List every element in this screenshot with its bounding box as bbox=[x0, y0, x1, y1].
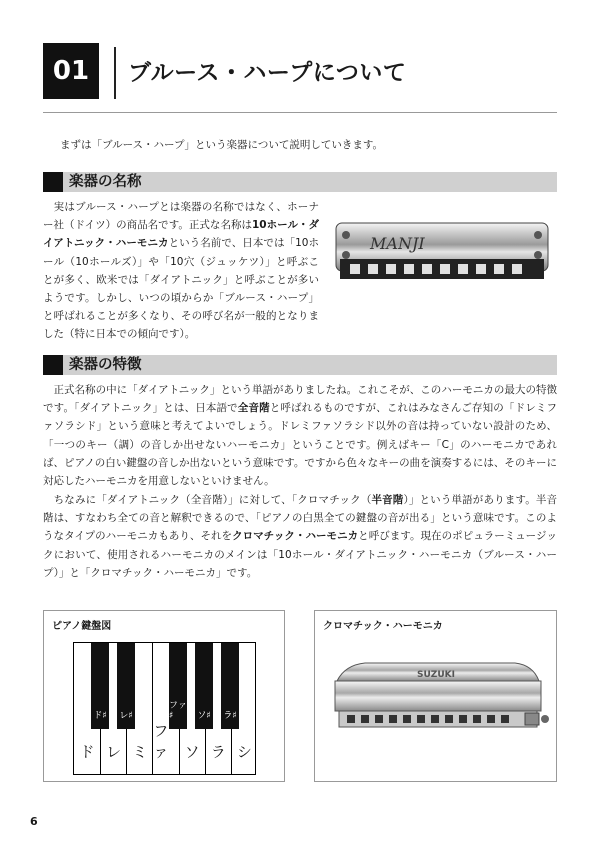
white-key: ミ bbox=[126, 643, 152, 774]
black-key: ソ♯ bbox=[195, 643, 213, 729]
black-key: ファ♯ bbox=[169, 643, 187, 729]
section1-paragraph: 実はブルース・ハープとは楽器の名称ではなく、ホーナー社（ドイツ）の商品名です。正式な名称は10ホール・ダイアトニック・ハーモニカという名前で、日本では「10ホール（10ホールズ）」や「10穴（ジュッケツ）」と呼ぶことが多く、欧米では「ダイアトニック」と呼ぶことが多いようです。しかし、いつの頃からか「ブルース・ハープ」と呼ばれることが多くなり、その呼び名が一般的となりました（特に日本での傾向です）。 bbox=[43, 201, 319, 341]
section-heading-name bbox=[43, 172, 557, 192]
black-key: ラ♯ bbox=[221, 643, 239, 729]
section-marker bbox=[43, 355, 63, 375]
section-title: 楽器の名称 bbox=[69, 174, 142, 190]
chromatic-brand: SUZUKI bbox=[417, 670, 455, 680]
chapter-title: ブルース・ハープについて bbox=[128, 60, 407, 86]
chromatic-harmonica-figure bbox=[314, 610, 557, 782]
header-rule bbox=[43, 112, 557, 113]
white-key: ラ bbox=[205, 643, 231, 774]
piano-keyboard-figure bbox=[43, 610, 285, 782]
harmonica-photo bbox=[330, 215, 555, 285]
figure-caption: ピアノ鍵盤図 bbox=[52, 621, 112, 632]
white-key: シ bbox=[231, 643, 257, 774]
white-key: ソ bbox=[179, 643, 205, 774]
chromatic-harmonica-photo bbox=[325, 651, 550, 741]
chapter-number: 01 bbox=[52, 56, 90, 86]
chapter-number-box bbox=[43, 43, 99, 99]
chapter-divider bbox=[114, 47, 116, 99]
piano-keyboard bbox=[73, 642, 256, 775]
white-key: ド bbox=[79, 743, 95, 761]
section-marker bbox=[43, 172, 63, 192]
section2-paragraph-1: 正式名称の中に「ダイアトニック」という単語がありましたね。これこそが、このハーモニカの最大の特徴です。「ダイアトニック」とは、日本語で全音階と呼ばれるものですが、これはみなさんご存知の「ドレミファソラシド」という意味と考えてよいでしょう。ドレミファソラシド以外の音は持っていない設計のため、「一つのキー（調）の音しか出せないハーモニカ」ということです。例えばキー「C」のハーモニカであれば、ピアノの白い鍵盤の音しか出ないという意味です。ですから色々なキーの曲を演奏するには、そのキーに対応したハーモニカを用意しないといけません。 bbox=[43, 384, 557, 488]
black-key: ド♯ bbox=[91, 643, 109, 729]
intro-text: まずは「ブルース・ハープ」という楽器について説明していきます。 bbox=[60, 139, 383, 151]
section-heading-features bbox=[43, 355, 557, 375]
section2-paragraph-2: ちなみに「ダイアトニック（全音階）」に対して、「クロマチック（半音階）」という単語があります。半音階は、すなわち全ての音と解釈できるので、「ピアノの白黒全ての鍵盤の音が出る」という意味です。このようなタイプのハーモニカもあり、それをクロマチック・ハーモニカと呼びます。現在のポピュラーミュージックにおいて、使用されるハーモニカのメインは「10ホール・ダイアトニック・ハーモニカ（ブルース・ハープ）」と「クロマチック・ハーモニカ」です。 bbox=[43, 494, 558, 579]
section-title: 楽器の特徴 bbox=[69, 357, 142, 373]
figure-caption: クロマチック・ハーモニカ bbox=[323, 621, 443, 632]
harmonica-brand: MANJI bbox=[370, 234, 425, 253]
page-number: 6 bbox=[30, 815, 38, 828]
black-key: レ♯ bbox=[117, 643, 135, 729]
white-key: レ bbox=[100, 643, 126, 774]
white-key: ファ bbox=[152, 643, 178, 774]
